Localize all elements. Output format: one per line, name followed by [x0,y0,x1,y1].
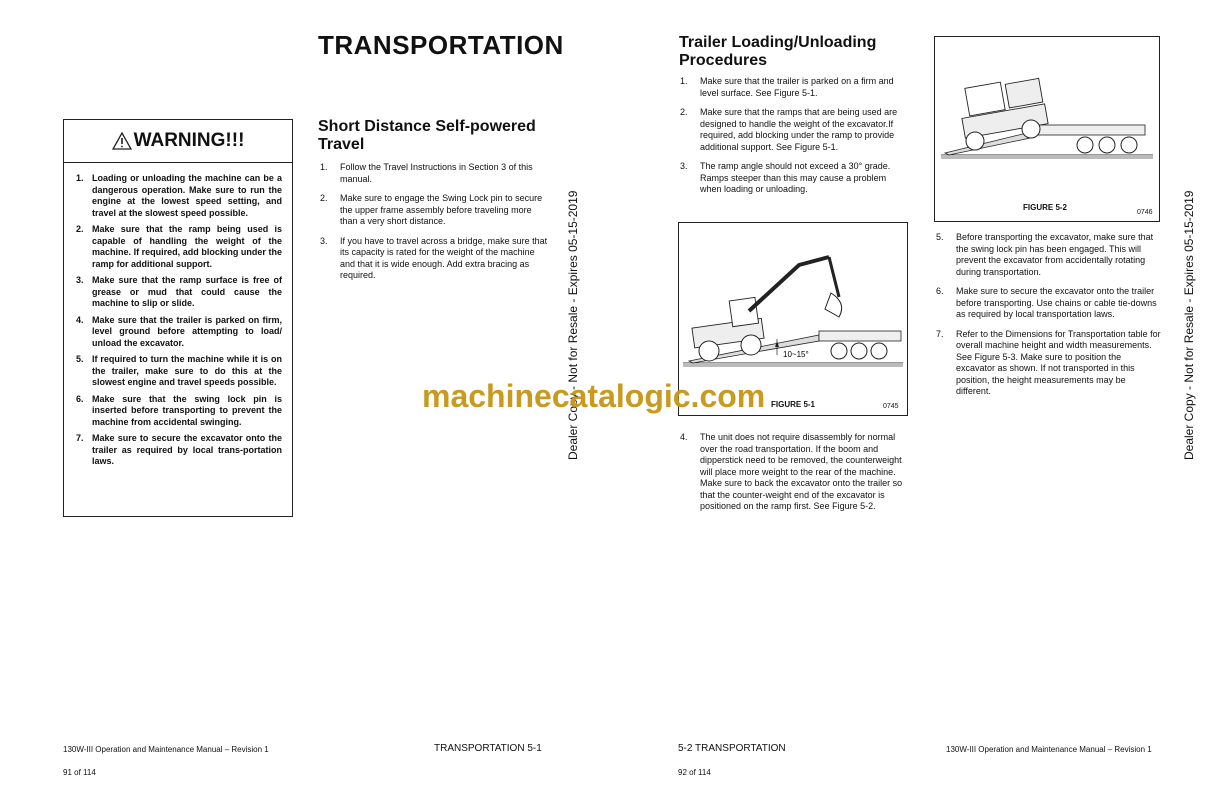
figure-5-2-number: 0746 [1137,209,1153,216]
list-item-number: 1. [680,76,688,86]
list-item-number: 7. [936,328,944,339]
short-distance-list [320,162,550,290]
list-item [936,329,1162,398]
list-item [320,236,550,282]
list-item-text: Make sure to engage the Swing Lock pin to secure the upper frame assembly before traveling more than a very short distance. [340,193,543,226]
list-item-text: Follow the Travel Instructions in Section 3 of this manual. [340,162,533,184]
warning-triangle-icon [112,132,132,150]
list-item-text: Make sure that the ramp being used is capable of handling the weight of the machine. If required, add blocking under the ramp for additional support. [92,224,282,269]
list-item [320,162,550,185]
list-item-number: 2. [76,224,84,234]
list-item-text: If required to turn the machine while it is on the trailer, make sure to do this at the slowest engine and travel speeds possible. [92,354,282,387]
list-item [76,354,282,389]
list-item-text: Loading or unloading the machine can be a dangerous operation. Make sure to run the engine at the lowest speed setting, and travel at the slowest speed possible. [92,173,282,218]
watermark: machinecatalogic.com [422,378,766,414]
list-item [680,161,910,196]
list-item [936,232,1162,278]
list-item [76,275,282,310]
list-item-number: 2. [680,107,688,117]
list-item-text: Make sure that the ramp surface is free of grease or mud that could cause the machine to slip or slide. [92,275,282,308]
list-item-text: Make sure that the swing lock pin is inserted before transporting to prevent the machine from accidental swinging. [92,393,282,427]
figure-5-1-angle: 10~15° [783,350,809,359]
list-item [76,173,282,219]
figure-5-1-label: FIGURE 5-1 [771,400,816,409]
list-item-text: Make sure that the ramps that are being used are designed to handle the weight of the excavator.If required, add blocking under the ramp to provide additional support. See Figure 5-1. [700,107,898,152]
trailer-heading: Trailer Loading/Unloading Procedures [679,34,877,69]
list-item-number: 3. [320,235,328,246]
page-count-right: 92 of 114 [678,768,711,777]
warning-heading-text: WARNING!!! [133,130,245,151]
page-title: TRANSPORTATION [318,30,564,60]
step-4-text: The unit does not require disassembly for normal over the road transportation. If the boom and dipperstick need to be removed, the counterweight will place more weight to the rear of the machine. Make sure to back the excavator onto the trailer so that the counter-weight end of the excavator is positioned on the ramp first. See Figure 5-2. [700,432,903,511]
list-item-number: 3. [680,161,688,171]
footer-right-section: 5-2 TRANSPORTATION [678,743,786,754]
excavator-trailer-illustration [935,37,1159,221]
list-item-number: 5. [936,232,944,242]
warning-heading [64,120,292,163]
list-item-number: 7. [76,433,84,443]
page-count-left: 91 of 114 [63,768,96,777]
list-item-number: 3. [76,275,84,285]
list-item [680,76,910,99]
list-item-text: If you have to travel across a bridge, make sure that its capacity is rated for the weight of the machine and that it is wide enough. Add extra bracing as required. [340,235,548,280]
figure-5-2 [934,36,1160,222]
footer-left-manual: 130W-III Operation and Maintenance Manual – Revision 1 [63,745,269,754]
list-item-number: 5. [76,354,84,364]
list-item-number: 4. [76,314,84,325]
list-item-number: 6. [76,393,84,404]
list-item-number: 2. [320,193,328,203]
list-item [680,107,910,153]
list-item [76,433,282,468]
list-item-number: 1. [320,162,328,172]
list-item-number: 6. [936,286,944,296]
list-item-text: The ramp angle should not exceed a 30° grade. Ramps steeper than this may cause a problem when loading or unloading. [700,161,891,194]
figure-5-1-number: 0745 [883,403,899,410]
step-4-number: 4. [680,432,688,442]
list-item-text: Make sure to secure the excavator onto the trailer as required by local trans-portation laws. [92,433,282,466]
list-item-text: Make sure to secure the excavator onto the trailer before transporting. Use chains or cable tie-downs as required by local transportation laws. [956,286,1157,319]
footer-right-manual: 130W-III Operation and Maintenance Manual – Revision 1 [946,745,1152,754]
warning-box [63,119,293,517]
list-item-text: Refer to the Dimensions for Transportation table for overall machine height and width measurements. See Figure 5-3. Make sure to position the excavator as shown. If not transported in this position, the height measurements may be different. [956,328,1161,396]
list-item [320,193,550,228]
warning-list [64,163,292,468]
list-item [936,286,1162,321]
trailer-steps-list-continued [936,232,1162,406]
figure-5-2-label: FIGURE 5-2 [1023,203,1068,212]
dealer-copy-note-right: Dealer Copy - Not for Resale - Expires 05-15-2019 [1182,190,1196,460]
list-item-number: 1. [76,173,84,183]
footer-left-section: TRANSPORTATION 5-1 [434,743,542,754]
short-distance-heading: Short Distance Self-powered Travel [318,118,536,153]
list-item-text: Make sure that the trailer is parked on firm, level ground before attempting to load/ unload the excavator. [92,314,282,348]
list-item [76,394,282,429]
trailer-steps-list [680,76,910,204]
list-item [76,315,282,350]
list-item [76,224,282,270]
list-item-text: Before transporting the excavator, make sure that the swing lock pin has been engaged. This will prevent the excavator from accidentally rotating during transportation. [956,232,1154,277]
list-item-text: Make sure that the trailer is parked on a firm and level surface. See Figure 5-1. [700,76,894,98]
dealer-copy-note-left: Dealer Copy - Not for Resale - Expires 05-15-2019 [566,190,580,460]
trailer-step-4 [680,432,910,513]
